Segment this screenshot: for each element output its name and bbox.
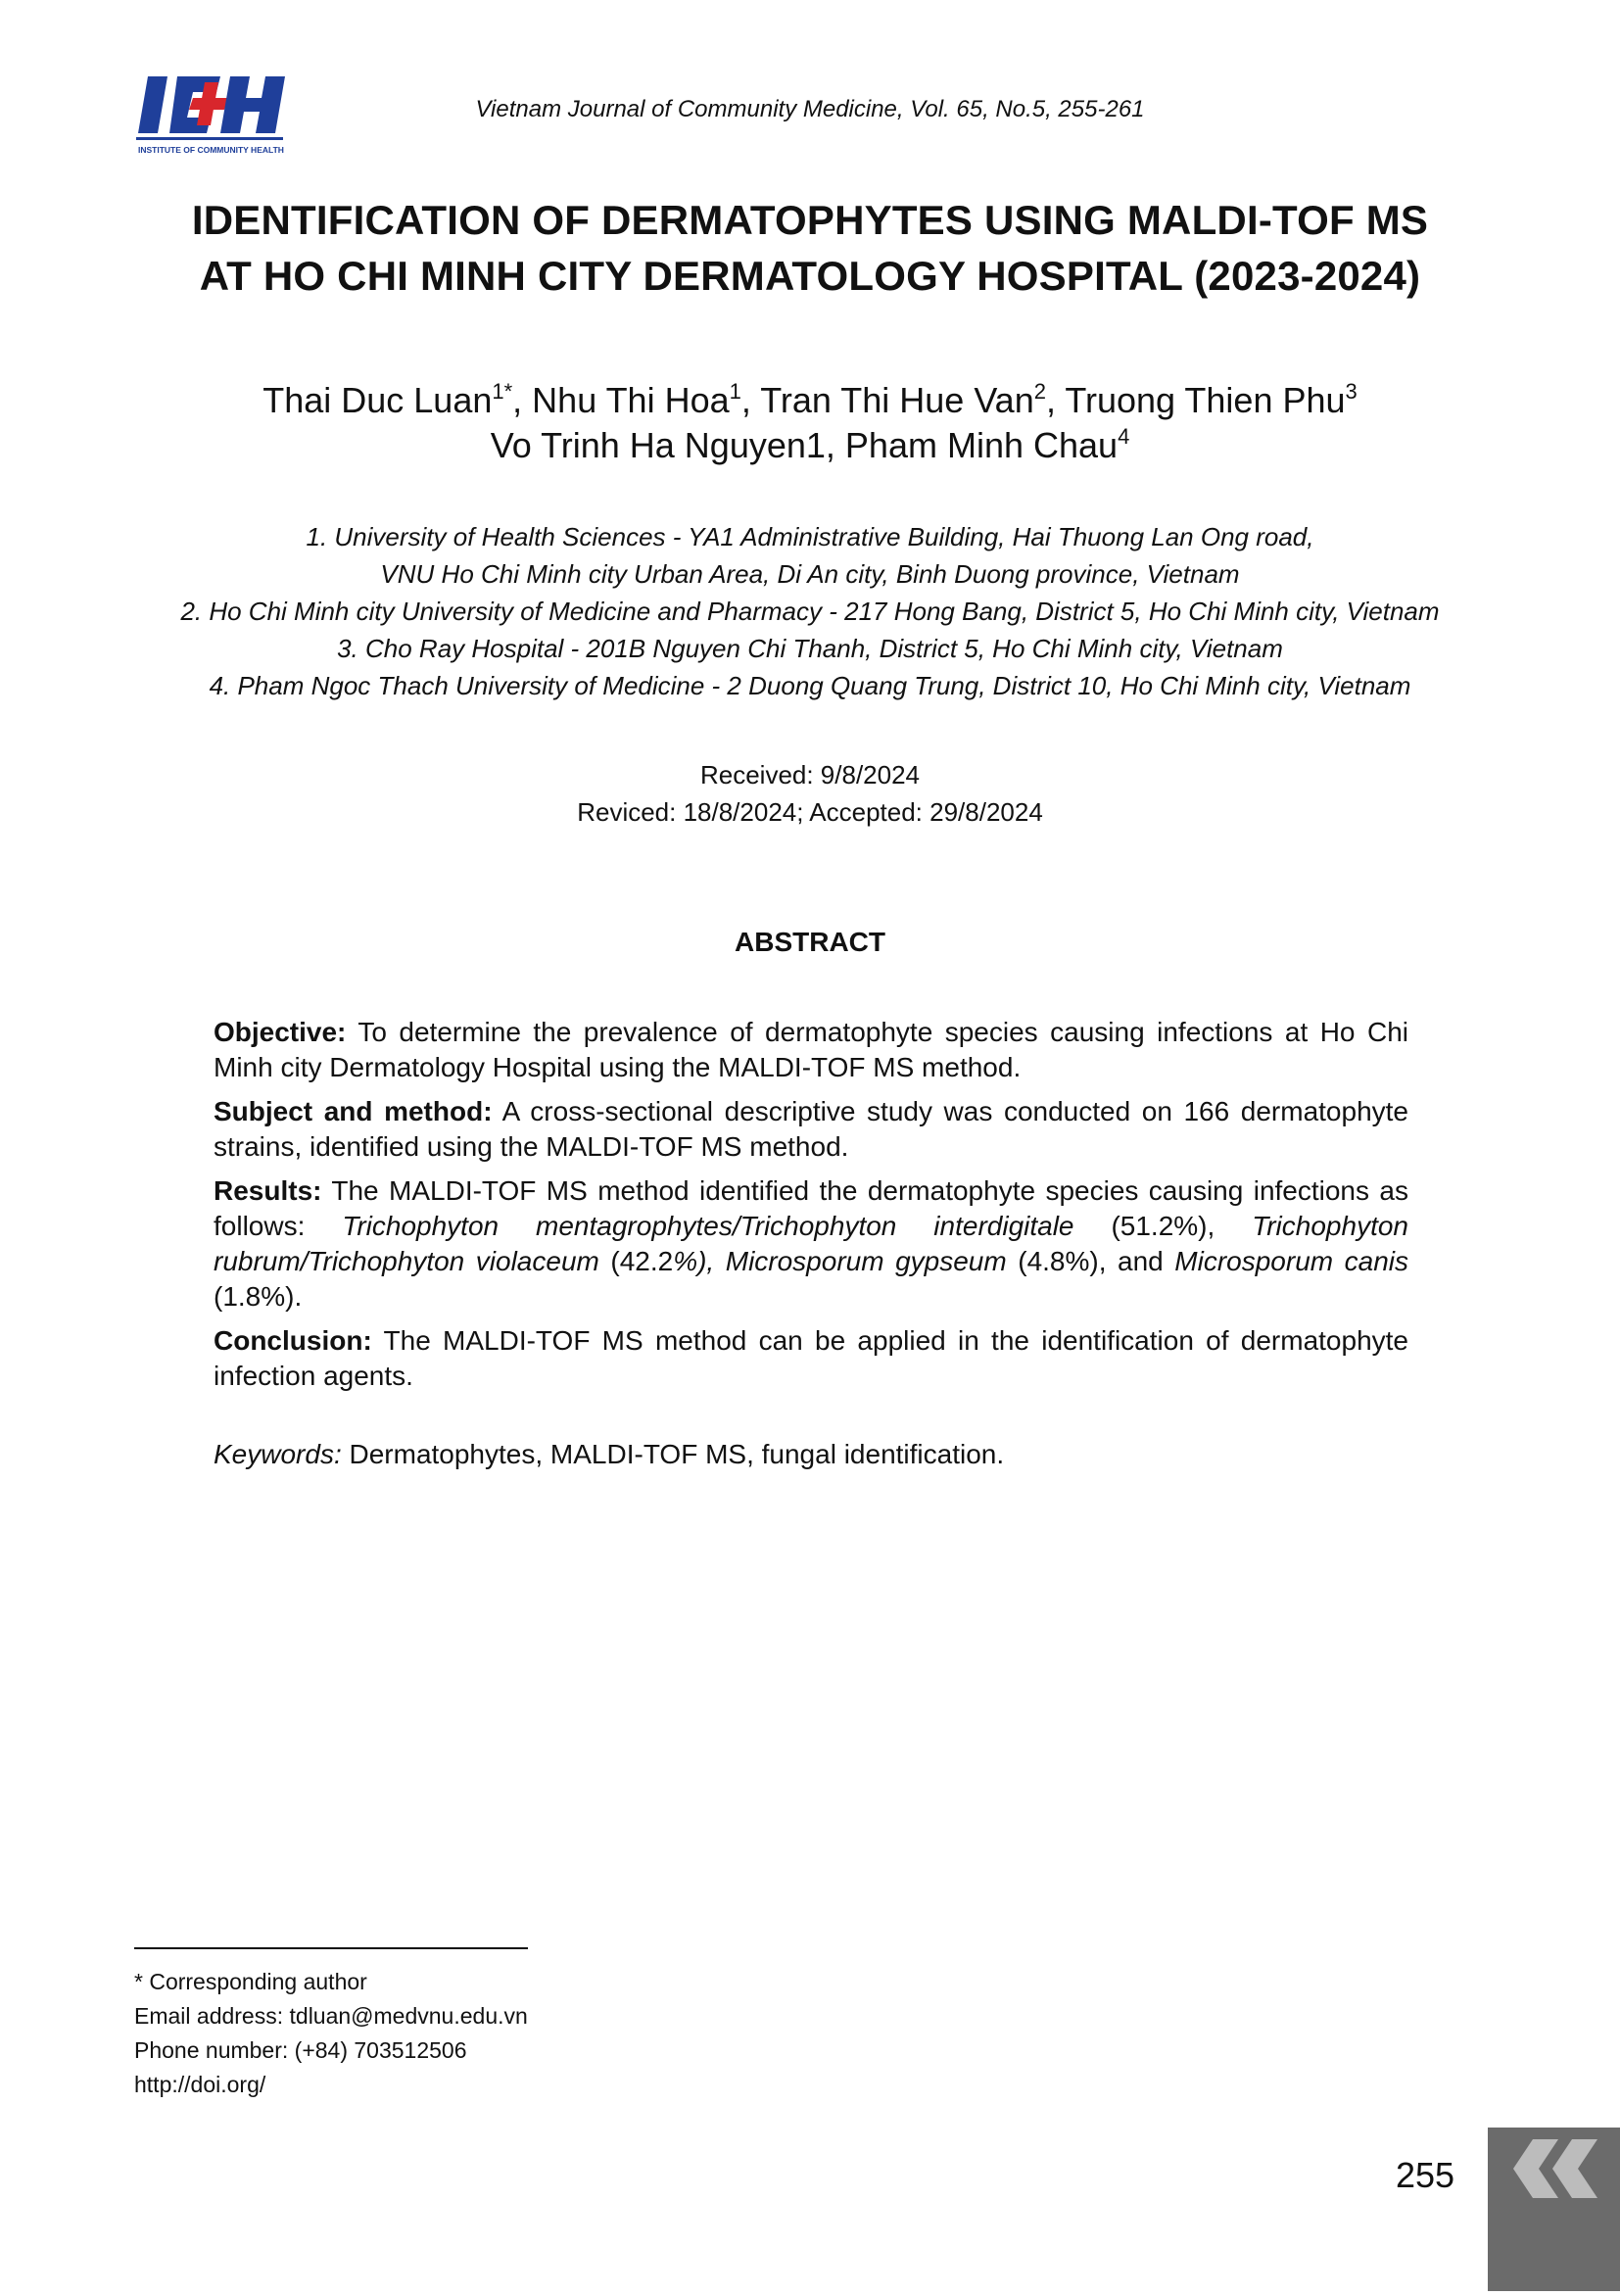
subject-method-text: A cross-sectional descriptive study was conducted on 166 dermatophyte strains, identified using the MALDI-TOF MS method. — [214, 1096, 1408, 1162]
author-affil-sup: 3 — [1345, 379, 1358, 404]
species-name: Trichophyton rubrum/Trichophyton violaceum — [214, 1211, 1408, 1276]
affiliation-line: 2. Ho Chi Minh city University of Medicine and Pharmacy - 217 Hong Bang, District 5, Ho Chi Minh city, Vietnam — [180, 597, 1440, 626]
affiliation-line: 1. University of Health Sciences - YA1 Administrative Building, Hai Thuong Lan Ong road, — [306, 522, 1314, 551]
author-name: Thai Duc Luan — [262, 380, 493, 420]
author-name: Pham Minh Chau — [844, 425, 1119, 465]
double-chevron-left-icon — [1488, 2128, 1620, 2291]
objective-label: Objective: — [214, 1017, 347, 1047]
author-name: Nhu Thi Hoa — [532, 380, 730, 420]
revised-accepted-dates: Reviced: 18/8/2024; Accepted: 29/8/2024 — [577, 797, 1043, 827]
species-name: %), Microsporum gypseum — [673, 1246, 1007, 1276]
journal-citation — [0, 96, 1620, 123]
abstract-keywords — [214, 1437, 1408, 1472]
results-text: (51.2%), — [1073, 1211, 1253, 1241]
objective-text: To determine the prevalence of dermatophyte species causing infections at Ho Chi Minh city Dermatology Hospital using the MALDI-TOF MS method. — [214, 1017, 1408, 1082]
footnote — [134, 1965, 528, 2102]
author-list — [118, 378, 1502, 468]
affiliation-line: VNU Ho Chi Minh city Urban Area, Di An city, Binh Duong province, Vietnam — [380, 559, 1240, 589]
keywords-label: Keywords: — [214, 1439, 342, 1469]
email-address: Email address: tdluan@medvnu.edu.vn — [134, 2003, 528, 2029]
doi-link[interactable]: http://doi.org/ — [134, 2072, 266, 2097]
abstract-subject-method — [214, 1094, 1408, 1165]
author-name: Vo Trinh Ha Nguyen1 — [490, 425, 826, 465]
journal-citation-text: Vietnam Journal of Community Medicine, Vol. 65, No.5, 255-261 — [475, 96, 1145, 122]
title-line-1: IDENTIFICATION OF DERMATOPHYTES USING MALDI-TOF MS — [191, 197, 1429, 243]
author-affil-sup: 4 — [1118, 424, 1130, 449]
author-name: Truong Thien Phu — [1065, 380, 1346, 420]
conclusion-label: Conclusion: — [214, 1325, 372, 1356]
authors-line-2: Vo Trinh Ha Nguyen1, Pham Minh Chau$^4$ — [490, 424, 1130, 465]
paper-title — [118, 192, 1502, 304]
footnote-divider — [134, 1947, 528, 1949]
species-name: Trichophyton mentagrophytes/Trichophyton interdigitale — [342, 1211, 1074, 1241]
page-number: 255 — [1396, 2155, 1455, 2195]
subject-method-label: Subject and method: — [214, 1096, 493, 1126]
author-affil-sup: 2 — [1033, 379, 1046, 404]
corresponding-author-note: * Corresponding author — [134, 1969, 367, 1994]
results-text: The MALDI-TOF MS method identified the dermatophyte species causing infections as follows: — [214, 1175, 1408, 1241]
title-line-2: AT HO CHI MINH CITY DERMATOLOGY HOSPITAL (2023-2024) — [199, 253, 1421, 299]
phone-number: Phone number: (+84) 703512506 — [134, 2037, 467, 2063]
abstract-heading: ABSTRACT — [735, 927, 885, 957]
results-text: (4.8%), and — [1006, 1246, 1175, 1276]
abstract-conclusion — [214, 1323, 1408, 1394]
logo-caption: INSTITUTE OF COMMUNITY HEALTH — [138, 145, 284, 155]
received-date: Received: 9/8/2024 — [699, 760, 921, 789]
authors-line-1: Thai Duc Luan$^{1*}$, Nhu Thi Hoa$^1$, Tran Thi Hue Van$^2$, Truong Thien Phu$^3$ — [262, 379, 1358, 420]
page-side-tab — [1488, 2128, 1620, 2291]
conclusion-text: The MALDI-TOF MS method can be applied in the identification of dermatophyte infection agents. — [214, 1325, 1408, 1391]
abstract-body — [214, 1015, 1408, 1481]
author-affil-sup: 1* — [492, 379, 513, 404]
author-name: Tran Thi Hue Van — [760, 380, 1034, 420]
author-affil-sup: 1 — [729, 379, 741, 404]
results-label: Results: — [214, 1175, 322, 1206]
abstract-results — [214, 1173, 1408, 1315]
affiliation-list — [59, 518, 1561, 704]
species-name: Microsporum canis — [1174, 1246, 1408, 1276]
results-text: (42.2 — [598, 1246, 674, 1276]
keywords-text: Dermatophytes, MALDI-TOF MS, fungal identification. — [341, 1439, 1005, 1469]
results-text: (1.8%). — [214, 1281, 303, 1312]
submission-dates — [118, 756, 1502, 831]
affiliation-line: 3. Cho Ray Hospital - 201B Nguyen Chi Thanh, District 5, Ho Chi Minh city, Vietnam — [337, 634, 1283, 663]
abstract-objective — [214, 1015, 1408, 1085]
affiliation-line: 4. Pham Ngoc Thach University of Medicine - 2 Duong Quang Trung, District 10, Ho Chi Minh city, Vietnam — [209, 671, 1411, 700]
